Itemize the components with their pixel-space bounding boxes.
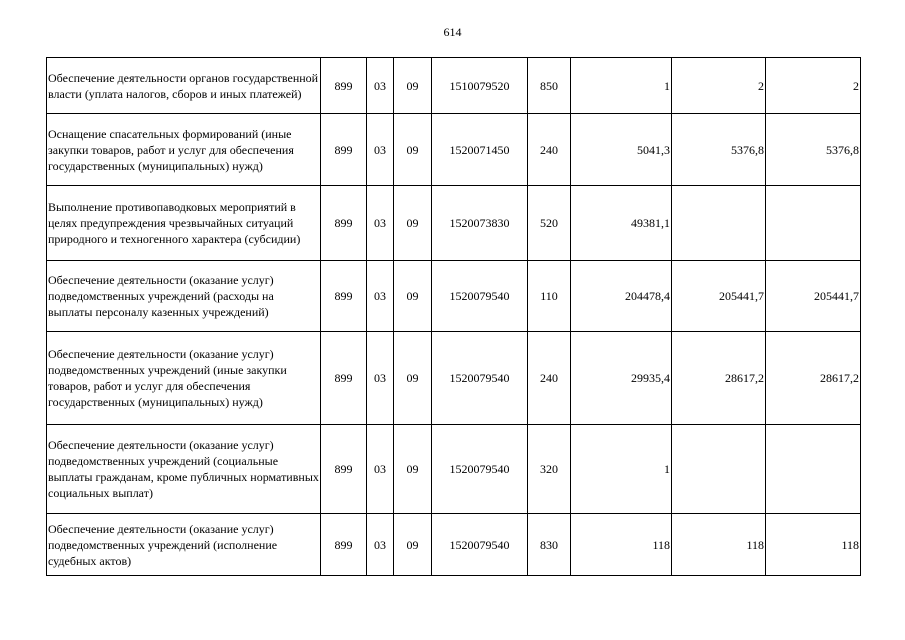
target-code: 1520071450 <box>432 114 528 186</box>
section-code: 03 <box>367 114 394 186</box>
ministry-code: 899 <box>321 186 367 261</box>
subsection-code: 09 <box>394 186 432 261</box>
section-code: 03 <box>367 261 394 332</box>
subsection-code: 09 <box>394 261 432 332</box>
ministry-code: 899 <box>321 261 367 332</box>
expense-code: 830 <box>528 514 571 576</box>
section-code: 03 <box>367 186 394 261</box>
amount-year-3: 205441,7 <box>766 261 861 332</box>
amount-year-2: 28617,2 <box>672 332 766 425</box>
amount-year-2: 118 <box>672 514 766 576</box>
row-description: Обеспечение деятельности (оказание услуг) подведомственных учреждений (расходы на выплаты персоналу казенных учреждений) <box>47 261 321 332</box>
amount-year-2 <box>672 186 766 261</box>
amount-year-3: 2 <box>766 58 861 114</box>
row-description: Обеспечение деятельности (оказание услуг) подведомственных учреждений (иные закупки товаров, работ и услуг для обеспечения государственных (муниципальных) нужд) <box>47 332 321 425</box>
row-description: Обеспечение деятельности (оказание услуг) подведомственных учреждений (социальные выплаты гражданам, кроме публичных нормативных социальных выплат) <box>47 425 321 514</box>
ministry-code: 899 <box>321 332 367 425</box>
row-description: Обеспечение деятельности (оказание услуг) подведомственных учреждений (исполнение судебных актов) <box>47 514 321 576</box>
subsection-code: 09 <box>394 332 432 425</box>
subsection-code: 09 <box>394 425 432 514</box>
table-row <box>47 425 861 514</box>
target-code: 1520079540 <box>432 514 528 576</box>
expense-code: 240 <box>528 114 571 186</box>
amount-year-2 <box>672 425 766 514</box>
amount-year-1: 1 <box>571 58 672 114</box>
row-description: Выполнение противопаводковых мероприятий в целях предупреждения чрезвычайных ситуаций природного и техногенного характера (субсидии) <box>47 186 321 261</box>
subsection-code: 09 <box>394 514 432 576</box>
section-code: 03 <box>367 58 394 114</box>
amount-year-1: 29935,4 <box>571 332 672 425</box>
subsection-code: 09 <box>394 58 432 114</box>
target-code: 1520073830 <box>432 186 528 261</box>
target-code: 1520079540 <box>432 332 528 425</box>
amount-year-1: 204478,4 <box>571 261 672 332</box>
expense-code: 850 <box>528 58 571 114</box>
target-code: 1510079520 <box>432 58 528 114</box>
row-description: Оснащение спасательных формирований (иные закупки товаров, работ и услуг для обеспечения государственных (муниципальных) нужд) <box>47 114 321 186</box>
section-code: 03 <box>367 425 394 514</box>
amount-year-1: 49381,1 <box>571 186 672 261</box>
section-code: 03 <box>367 514 394 576</box>
amount-year-3: 28617,2 <box>766 332 861 425</box>
amount-year-1: 5041,3 <box>571 114 672 186</box>
table-row <box>47 186 861 261</box>
amount-year-2: 5376,8 <box>672 114 766 186</box>
section-code: 03 <box>367 332 394 425</box>
page-number: 614 <box>443 25 462 39</box>
subsection-code: 09 <box>394 114 432 186</box>
target-code: 1520079540 <box>432 261 528 332</box>
amount-year-3 <box>766 425 861 514</box>
row-description: Обеспечение деятельности органов государственной власти (уплата налогов, сборов и иных платежей) <box>47 58 321 114</box>
expense-code: 320 <box>528 425 571 514</box>
table-row <box>47 58 861 114</box>
ministry-code: 899 <box>321 58 367 114</box>
amount-year-2: 205441,7 <box>672 261 766 332</box>
amount-year-3: 118 <box>766 514 861 576</box>
budget-table <box>46 57 861 576</box>
amount-year-1: 118 <box>571 514 672 576</box>
amount-year-1: 1 <box>571 425 672 514</box>
ministry-code: 899 <box>321 514 367 576</box>
ministry-code: 899 <box>321 425 367 514</box>
amount-year-2: 2 <box>672 58 766 114</box>
expense-code: 240 <box>528 332 571 425</box>
table-row <box>47 261 861 332</box>
expense-code: 520 <box>528 186 571 261</box>
target-code: 1520079540 <box>432 425 528 514</box>
amount-year-3 <box>766 186 861 261</box>
ministry-code: 899 <box>321 114 367 186</box>
table-row <box>47 332 861 425</box>
expense-code: 110 <box>528 261 571 332</box>
table-row <box>47 514 861 576</box>
table-row <box>47 114 861 186</box>
amount-year-3: 5376,8 <box>766 114 861 186</box>
